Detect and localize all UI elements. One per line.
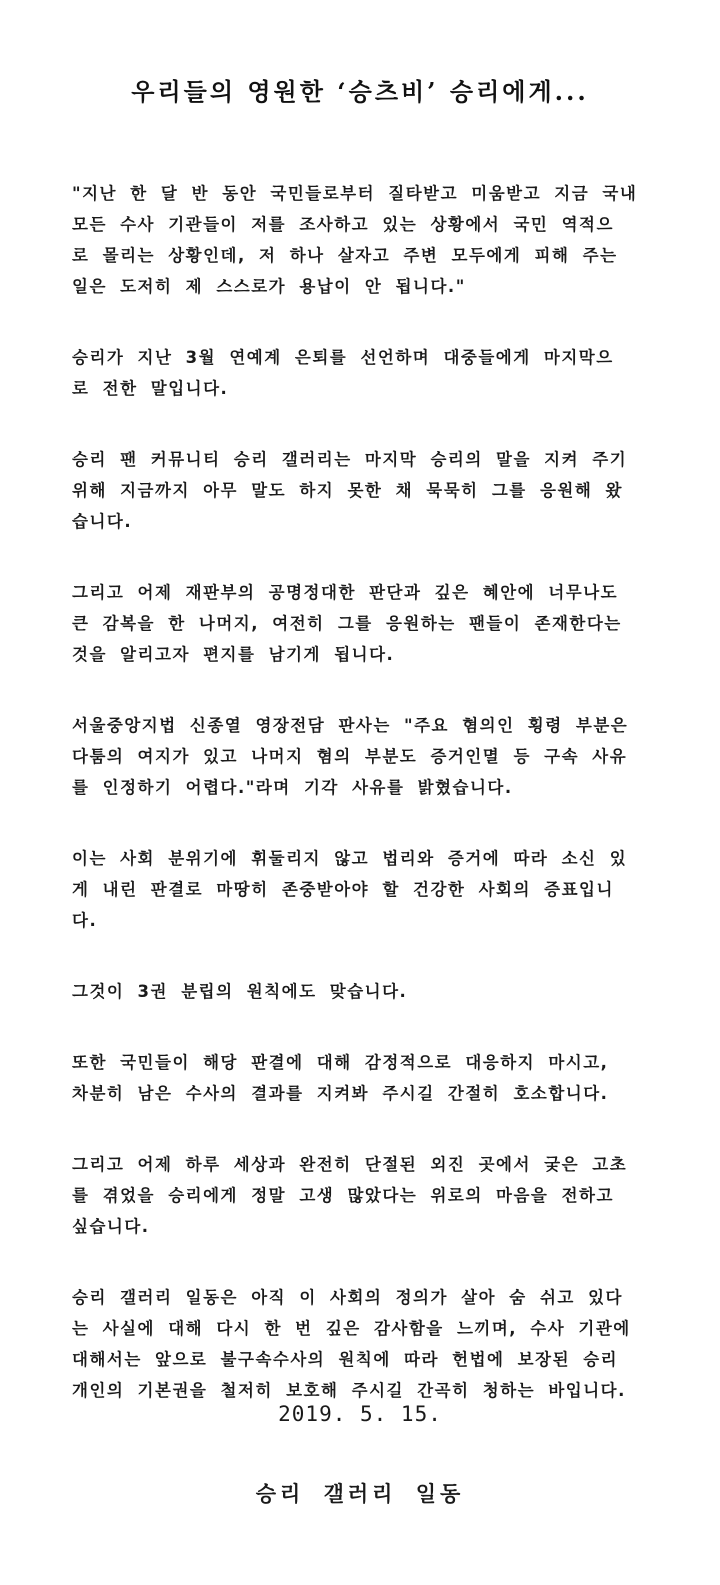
text-line: 개인의 기본권을 철저히 보호해 주시길 간곡히 청하는 바입니다. [72, 1381, 626, 1400]
text-line: 모든 수사 기관들이 저를 조사하고 있는 상황에서 국민 역적으 [72, 215, 614, 234]
text-line: 를 인정하기 어렵다."라며 기각 사유를 밝혔습니다. [72, 778, 513, 797]
text-line: 를 겪었을 승리에게 정말 고생 많았다는 위로의 마음을 전하고 [72, 1186, 614, 1205]
text-line: "지난 한 달 반 동안 국민들로부터 질타받고 미움받고 지금 국내 [72, 184, 638, 203]
paragraph-consolation [72, 1149, 672, 1242]
text-line: 그것이 3권 분립의 원칙에도 맞습니다. [72, 982, 408, 1001]
text-line: 이는 사회 분위기에 휘둘리지 않고 법리와 증거에 따라 소신 있 [72, 849, 628, 868]
paragraph-retirement [72, 342, 672, 404]
text-line: 다툼의 여지가 있고 나머지 혐의 부분도 증거인멸 등 구속 사유 [72, 747, 628, 766]
text-line: 싶습니다. [72, 1217, 150, 1236]
letter-date: 2019. 5. 15. [278, 1402, 442, 1426]
paragraph-appeal [72, 1047, 672, 1109]
paragraph-court-judgment [72, 577, 672, 670]
text-line: 것을 알리고자 편지를 남기게 됩니다. [72, 645, 395, 664]
text-line: 일은 도저히 제 스스로가 용납이 안 됩니다." [72, 277, 466, 296]
text-line: 위해 지금까지 아무 말도 하지 못한 채 묵묵히 그를 응원해 왔 [72, 481, 623, 500]
text-line: 게 내린 판결로 마땅히 존중받아야 할 건강한 사회의 증표입니 [72, 880, 614, 899]
text-line: 다. [72, 911, 98, 930]
text-line: 대해서는 앞으로 불구속수사의 원칙에 따라 헌법에 보장된 승리 [72, 1350, 619, 1369]
paragraph-ruling-respect [72, 843, 672, 936]
text-line: 로 몰리는 상황인데, 저 하나 살자고 주변 모두에게 피해 주는 [72, 246, 618, 265]
text-line: 로 전한 말입니다. [72, 379, 229, 398]
text-line: 큰 감복을 한 나머지, 여전히 그를 응원하는 팬들이 존재한다는 [72, 614, 622, 633]
text-line: 는 사실에 대해 다시 한 번 깊은 감사함을 느끼며, 수사 기관에 [72, 1319, 631, 1338]
text-line: 습니다. [72, 512, 133, 531]
letter-title: 우리들의 영원한 ‘승츠비’ 승리에게... [131, 77, 589, 106]
text-line: 그리고 어제 하루 세상과 완전히 단절된 외진 곳에서 궂은 고초 [72, 1155, 628, 1174]
paragraph-judge-statement [72, 710, 672, 803]
text-line: 승리가 지난 3월 연예계 은퇴를 선언하며 대중들에게 마지막으 [72, 348, 614, 367]
paragraph-gallery-support [72, 444, 672, 537]
text-line: 차분히 남은 수사의 결과를 지켜봐 주시길 간절히 호소합니다. [72, 1084, 609, 1103]
text-line: 승리 갤러리 일동은 아직 이 사회의 정의가 살아 숨 쉬고 있다 [72, 1288, 623, 1307]
text-line: 그리고 어제 재판부의 공명정대한 판단과 깊은 혜안에 너무나도 [72, 583, 619, 602]
paragraph-quote [72, 178, 672, 302]
text-line: 승리 팬 커뮤니티 승리 갤러리는 마지막 승리의 말을 지켜 주기 [72, 450, 628, 469]
letter-body [72, 178, 672, 1446]
paragraph-closing-request [72, 1282, 672, 1406]
text-line: 또한 국민들이 해당 판결에 대해 감정적으로 대응하지 마시고, [72, 1053, 609, 1072]
text-line: 서울중앙지법 신종열 영장전담 판사는 "주요 혐의인 횡령 부분은 [72, 716, 629, 735]
paragraph-separation-of-powers [72, 976, 672, 1007]
letter-signature: 승리 갤러리 일동 [255, 1481, 465, 1506]
